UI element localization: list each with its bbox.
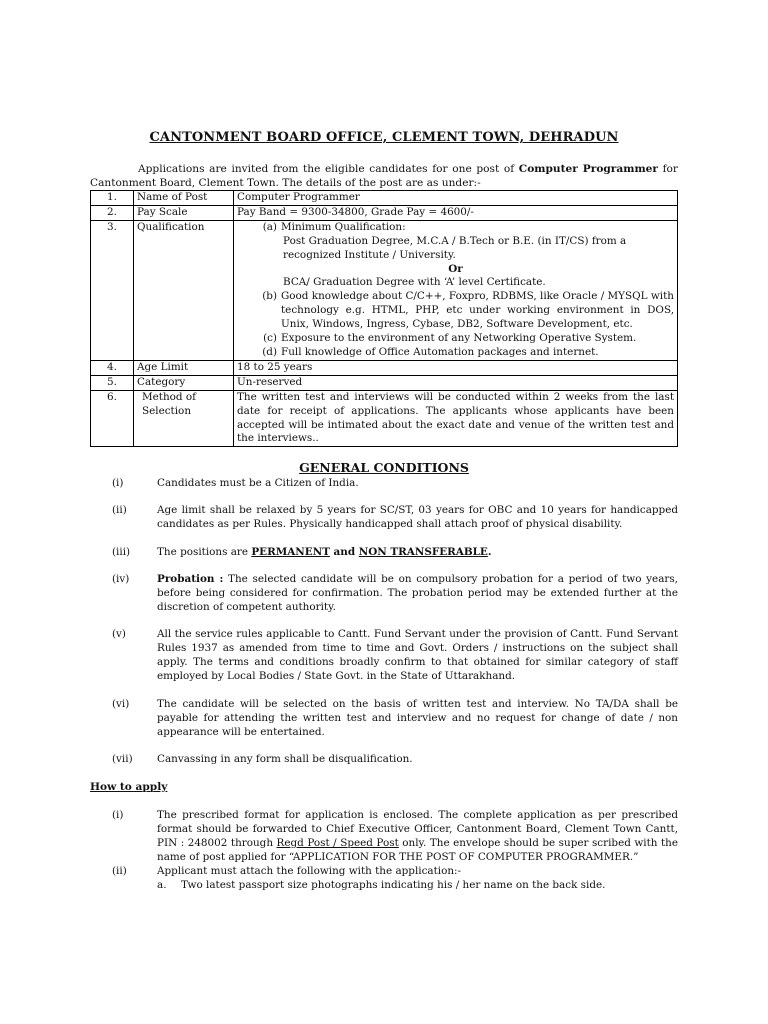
condition-text: The candidate will be selected on the basis of written test and interview. No TA/DA shall be payable for attending the written test and interview and no request for change of date / non appearance will be entertained. xyxy=(157,698,678,738)
apply-text xyxy=(157,809,678,865)
item-letter: (c) xyxy=(263,332,277,345)
table-row xyxy=(91,205,678,220)
row-value: Computer Programmer xyxy=(234,191,678,206)
row-number: 4. xyxy=(91,360,134,375)
row-label: Age Limit xyxy=(134,360,234,375)
general-conditions-title: GENERAL CONDITIONS xyxy=(299,460,469,475)
condition-item xyxy=(90,573,678,615)
row-value: Un-reserved xyxy=(234,375,678,390)
row-value: 18 to 25 years xyxy=(234,360,678,375)
item-text: Good knowledge about C/C++, Foxpro, RDBMS, like Oracle / MYSQL with technology e.g. HTML, PHP, etc under working environment in DOS, Unix, Windows, Ingress, Cybase, DB2, Software Development, etc. xyxy=(281,290,674,331)
apply-sub-item xyxy=(157,879,678,893)
condition-text: All the service rules applicable to Cantt. Fund Servant under the provision of Cantt. Fund Servant Rules 1937 as amended from time to time and Govt. Orders / instructions on the subject shall apply. The terms and conditions broadly confirm to that obtained for similar category of staff employed by Local Bodies / State Govt. in the State of Uttarakhand. xyxy=(157,628,678,682)
apply-number: (i) xyxy=(112,809,124,821)
condition-number: (iv) xyxy=(112,573,130,585)
condition-number: (v) xyxy=(112,628,126,640)
condition-number: (vii) xyxy=(112,753,133,765)
qualification-a-line2: BCA/ Graduation Degree with ‘A’ level Certificate. xyxy=(283,276,546,289)
row-number: 2. xyxy=(91,205,134,220)
condition-number: (vi) xyxy=(112,698,130,710)
table-row xyxy=(91,220,678,360)
row-number: 3. xyxy=(91,220,134,360)
row-label: Category xyxy=(134,375,234,390)
condition-item xyxy=(90,698,678,740)
permanent-label: PERMANENT xyxy=(251,546,330,558)
qualification-item-a xyxy=(237,221,674,235)
item-text: Exposure to the environment of any Networking Operative System. xyxy=(281,332,637,345)
table-row xyxy=(91,360,678,375)
condition-text: Candidates must be a Citizen of India. xyxy=(157,477,359,489)
row-number: 6. xyxy=(91,390,134,447)
condition-item xyxy=(90,504,678,532)
row-value: Pay Band = 9300-34800, Grade Pay = 4600/- xyxy=(234,205,678,220)
row-label: Name of Post xyxy=(134,191,234,206)
document-title: CANTONMENT BOARD OFFICE, CLEMENT TOWN, DEHRADUN xyxy=(149,130,619,145)
qualification-item-c xyxy=(237,332,674,346)
apply-number: (ii) xyxy=(112,865,127,877)
intro-post-name: Computer Programmer xyxy=(518,163,658,175)
condition-number: (iii) xyxy=(112,546,131,558)
row-label: Method of Selection xyxy=(134,390,234,447)
condition-number: (i) xyxy=(112,477,124,489)
item-letter: (a) xyxy=(262,220,277,233)
condition-text xyxy=(157,573,678,615)
how-to-apply-title: How to apply xyxy=(90,781,168,793)
condition-item xyxy=(90,753,678,767)
regd-post-label: Regd Post / Speed Post xyxy=(276,836,399,849)
qualification-item-d xyxy=(237,346,674,360)
intro-paragraph xyxy=(90,162,678,190)
post-details-table xyxy=(90,190,678,447)
row-value: The written test and interviews will be conducted within 2 weeks from the last date for receipt of applications. The applicants whose applicants have been accepted will be intimated about the exact date and venue of the written test and the interviews.. xyxy=(234,390,678,447)
qualification-a-line1: Post Graduation Degree, M.C.A / B.Tech or B.E. (in IT/CS) from a recognized Institute / University. xyxy=(283,234,627,261)
row-number: 1. xyxy=(91,191,134,206)
item-text: Full knowledge of Office Automation packages and internet. xyxy=(281,345,599,358)
row-label: Pay Scale xyxy=(134,205,234,220)
condition-item xyxy=(90,477,678,491)
table-row xyxy=(91,390,678,447)
apply-item xyxy=(90,865,678,879)
item-letter: (d) xyxy=(262,345,277,358)
condition-text-before: The positions are xyxy=(157,546,252,558)
qualification-cell xyxy=(234,220,678,360)
condition-number: (ii) xyxy=(112,504,127,516)
probation-text: The selected candidate will be on compulsory probation for a period of two years, before being considered for confirmation. The probation period may be extended further at the discretion of competent authority. xyxy=(157,573,678,613)
apply-item xyxy=(90,809,678,865)
intro-text-before: Applications are invited from the eligible candidates for one post of xyxy=(138,163,519,175)
item-text: Minimum Qualification: xyxy=(281,220,406,233)
row-number: 5. xyxy=(91,375,134,390)
apply-text-before: The prescribed format for application is enclosed. The complete application as per prescribed format should be forwarded to Chief Executive Officer, Cantonment Board, Clement Town Cantt, PIN : 248002 through xyxy=(157,809,678,849)
condition-item xyxy=(90,628,678,684)
sub-item-text: Two latest passport size photographs indicating his / her name on the back side. xyxy=(181,879,606,891)
apply-text-after: only. The envelope should be super scribed with the name of post applied for “APPLICATION FOR THE POST OF COMPUTER PROGRAMMER.” xyxy=(157,836,678,863)
condition-text: Canvassing in any form shall be disqualification. xyxy=(157,753,413,765)
table-row xyxy=(91,375,678,390)
condition-text-mid: and xyxy=(329,546,359,558)
condition-text: Age limit shall be relaxed by 5 years for SC/ST, 03 years for OBC and 10 years for handicapped candidates as per Rules. Physically handicapped shall attach proof of physical disability. xyxy=(157,504,678,530)
apply-text: Applicant must attach the following with the application:- xyxy=(157,865,462,877)
row-label: Qualification xyxy=(134,220,234,360)
condition-text xyxy=(157,546,678,560)
item-letter: (b) xyxy=(262,290,277,303)
qualification-item-b xyxy=(237,290,674,332)
sub-item-letter: a. xyxy=(157,879,167,891)
table-row xyxy=(91,191,678,206)
condition-item xyxy=(90,546,678,560)
non-transferable-label: NON TRANSFERABLE xyxy=(358,546,488,558)
condition-text-end: . xyxy=(487,546,492,558)
qualification-or: Or xyxy=(448,262,463,275)
probation-label: Probation : xyxy=(157,573,224,585)
intro-text-after: for Cantonment Board, Clement Town. The details of the post are as under:- xyxy=(90,163,678,189)
